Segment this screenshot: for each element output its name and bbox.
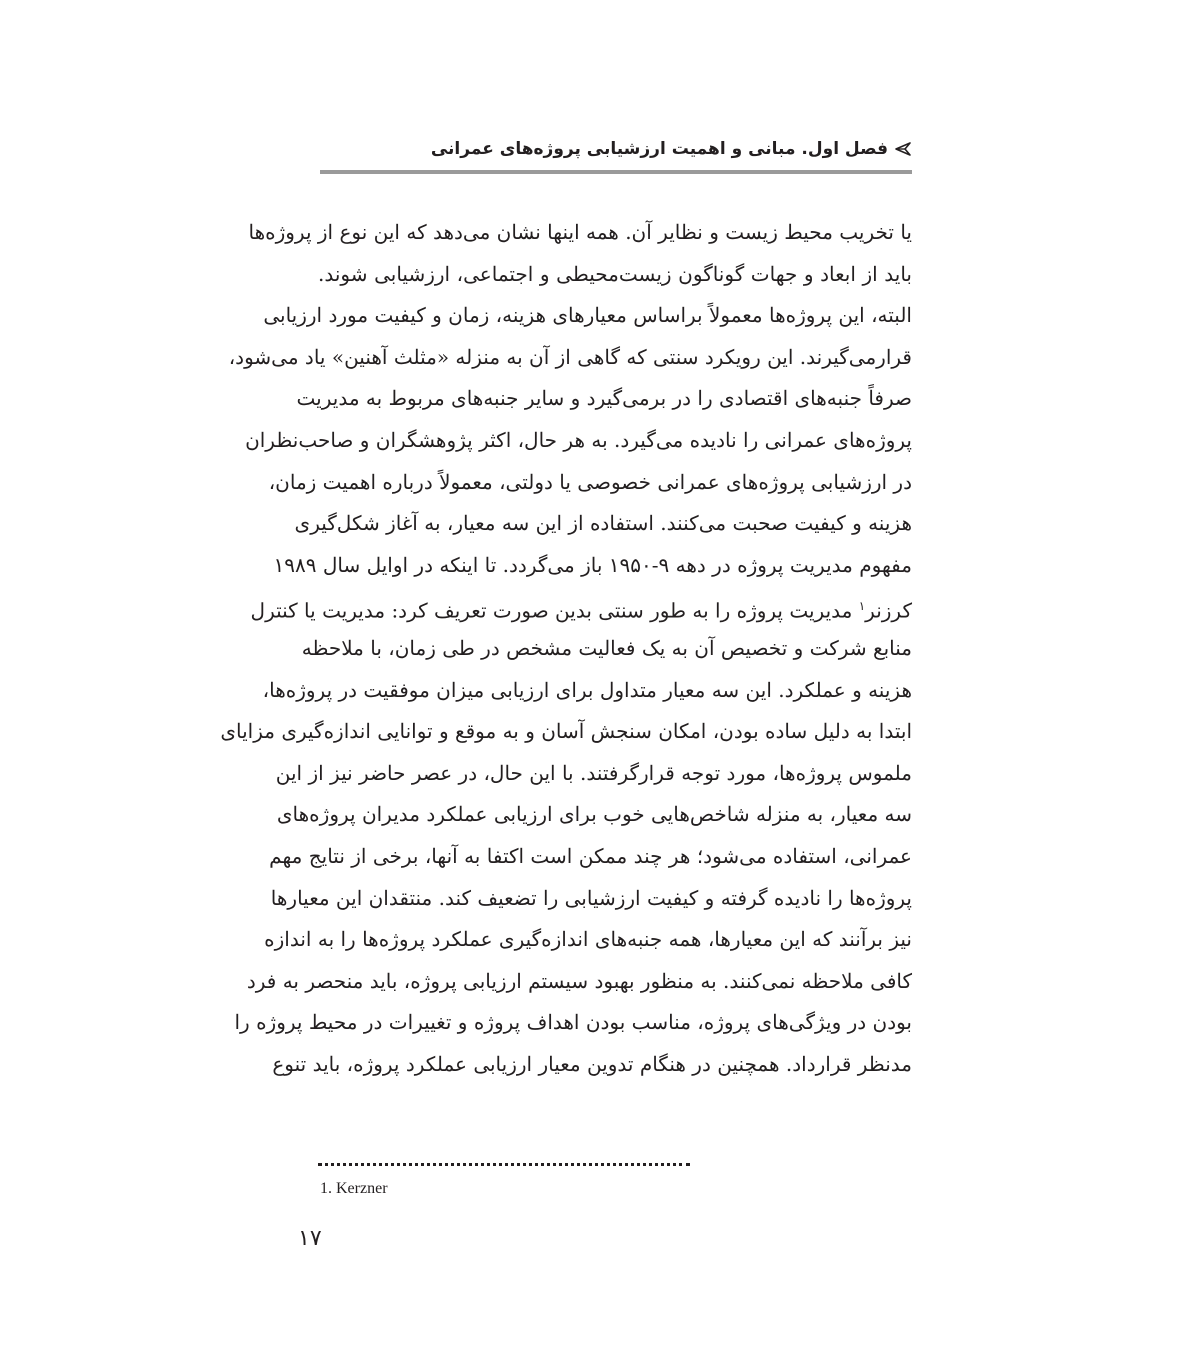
text-line: کرزنر$^۱$ مدیریت پروژه را به طور سنتی بدین صورت تعریف کرد: مدیریت یا کنترل xyxy=(250,599,912,623)
text-line: باید از ابعاد و جهات گوناگون زیست‌محیطی و اجتماعی، ارزشیابی شوند. xyxy=(318,261,912,286)
text-line: بودن در ویژگی‌های پروژه، مناسب بودن اهداف پروژه و تغییرات در محیط پروژه را xyxy=(234,1010,912,1035)
footnote-marker: ۱ xyxy=(858,599,866,614)
text-line: البته، این پروژه‌ها معمولاً براساس معیارهای هزینه، زمان و کیفیت مورد ارزیابی xyxy=(263,303,912,328)
footnote-divider xyxy=(318,1163,690,1166)
text-line: مدنظر قرارداد. همچنین در هنگام تدوین معیار ارزیابی عملکرد پروژه، باید تنوع xyxy=(272,1051,912,1076)
arrow-bullet-icon xyxy=(894,140,912,158)
text-line: ابتدا به دلیل ساده بودن، امکان سنجش آسان و به موقع و توانایی اندازه‌گیری مزایای xyxy=(220,719,912,744)
text-line: منابع شرکت و تخصیص آن به یک فعالیت مشخص در طی زمان، با ملاحظه xyxy=(301,635,912,660)
text-line: مفهوم مدیریت پروژه در دهه ۹-۱۹۵۰ باز می‌گردد. تا اینکه در اوایل سال ۱۹۸۹ xyxy=(273,552,912,577)
body-text xyxy=(220,212,912,1085)
chapter-title: فصل اول. مبانی و اهمیت ارزشیابی پروژه‌های عمرانی xyxy=(430,139,888,159)
text-line: قرارمی‌گیرند. این رویکرد سنتی که گاهی از آن به منزله «مثلث آهنین» یاد می‌شود، xyxy=(228,344,912,369)
running-header xyxy=(320,132,912,166)
text-line: پروژه‌های عمرانی را نادیده می‌گیرد. به هر حال، اکثر پژوهشگران و صاحب‌نظران xyxy=(245,427,912,452)
text-line: پروژه‌ها را نادیده گرفته و کیفیت ارزشیابی را تضعیف کند. منتقدان این معیارها xyxy=(270,885,912,910)
text-line: در ارزشیابی پروژه‌های عمرانی خصوصی یا دولتی، معمولاً درباره اهمیت زمان، xyxy=(268,469,912,494)
text-line: ملموس پروژه‌ها، مورد توجه قرارگرفتند. با این حال، در عصر حاضر نیز از این xyxy=(275,760,912,785)
header-rule xyxy=(320,170,912,174)
text-line: کافی ملاحظه نمی‌کنند. به منظور بهبود سیستم ارزیابی پروژه، باید منحصر به فرد xyxy=(246,968,912,993)
text-line: یا تخریب محیط زیست و نظایر آن. همه اینها نشان می‌دهد که این نوع از پروژه‌ها xyxy=(248,220,912,244)
text-line: هزینه و کیفیت صحبت می‌کنند. استفاده از این سه معیار، به آغاز شکل‌گیری xyxy=(294,511,912,536)
text-line: نیز برآنند که این معیارها، همه جنبه‌های اندازه‌گیری عملکرد پروژه‌ها را به اندازه xyxy=(264,927,912,952)
page-number: ۱۷ xyxy=(298,1226,322,1251)
text-line: عمرانی، استفاده می‌شود؛ هر چند ممکن است اکتفا به آنها، برخی از نتایج مهم xyxy=(269,843,912,868)
text-line: هزینه و عملکرد. این سه معیار متداول برای ارزیابی میزان موفقیت در پروژه‌ها، xyxy=(262,677,912,702)
text-line: صرفاً جنبه‌های اقتصادی را در برمی‌گیرد و سایر جنبه‌های مربوط به مدیریت xyxy=(296,386,912,411)
text-line: سه معیار، به منزله شاخص‌هایی خوب برای ارزیابی عملکرد مدیران پروژه‌های xyxy=(276,802,912,827)
footnote: 1. Kerzner xyxy=(320,1180,388,1197)
